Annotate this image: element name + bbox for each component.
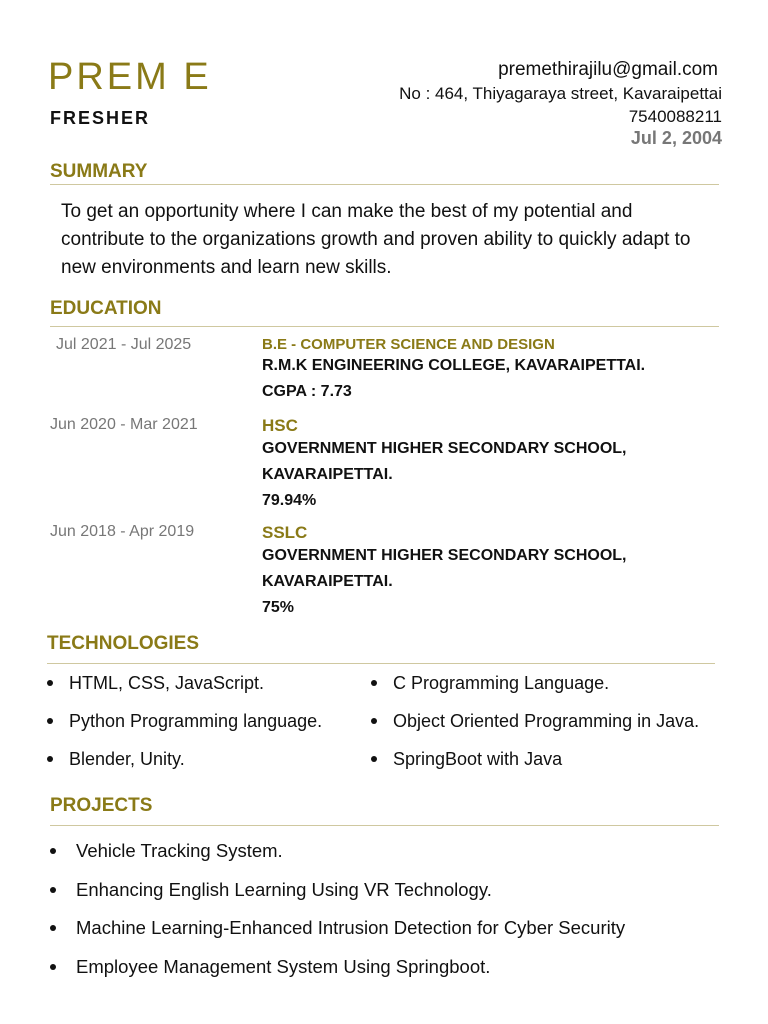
candidate-role: FRESHER bbox=[50, 108, 151, 128]
education-entry bbox=[262, 523, 626, 621]
email-text: premethirajilu@gmail.com bbox=[498, 59, 718, 80]
list-item: Object Oriented Programming in Java. bbox=[371, 702, 699, 740]
list-item: Employee Management System Using Springboot. bbox=[50, 948, 625, 987]
education-line: KAVARAIPETTAI. bbox=[262, 573, 393, 590]
summary-text: To get an opportunity where I can make the best of my potential and contribute to the organizations growth and proven ability to quickly adapt to new environments and learn new skills. bbox=[61, 201, 691, 278]
technologies-left-list bbox=[47, 664, 322, 778]
list-item: Vehicle Tracking System. bbox=[50, 832, 625, 871]
technologies-heading: TECHNOLOGIES bbox=[47, 633, 200, 654]
education-line: GOVERNMENT HIGHER SECONDARY SCHOOL, bbox=[262, 547, 627, 564]
summary-heading: SUMMARY bbox=[50, 161, 148, 182]
list-item: C Programming Language. bbox=[371, 664, 699, 702]
education-date: Jul 2021 - Jul 2025 bbox=[56, 336, 192, 353]
candidate-name: PREM E bbox=[48, 56, 212, 98]
education-line: GOVERNMENT HIGHER SECONDARY SCHOOL, bbox=[262, 440, 627, 457]
education-degree: SSLC bbox=[262, 523, 308, 542]
list-item: SpringBoot with Java bbox=[371, 740, 699, 778]
education-date: Jun 2020 - Mar 2021 bbox=[50, 416, 198, 433]
education-divider bbox=[50, 326, 719, 327]
phone-text: 7540088211 bbox=[628, 107, 722, 126]
education-line: KAVARAIPETTAI. bbox=[262, 466, 393, 483]
projects-list bbox=[50, 832, 625, 986]
dob-text: Jul 2, 2004 bbox=[630, 128, 722, 148]
education-date: Jun 2018 - Apr 2019 bbox=[50, 523, 195, 540]
contact-block bbox=[399, 58, 722, 148]
list-item: Python Programming language. bbox=[47, 702, 322, 740]
education-line: CGPA : 7.73 bbox=[262, 383, 352, 400]
education-entry bbox=[262, 336, 645, 405]
summary-divider bbox=[50, 184, 719, 185]
list-item: Enhancing English Learning Using VR Technology. bbox=[50, 871, 625, 910]
technologies-right-list bbox=[371, 664, 699, 778]
education-degree: B.E - COMPUTER SCIENCE AND DESIGN bbox=[262, 336, 555, 353]
projects-divider bbox=[50, 825, 719, 826]
projects-heading: PROJECTS bbox=[50, 795, 153, 816]
education-line: 75% bbox=[262, 599, 295, 616]
list-item: Machine Learning-Enhanced Intrusion Detection for Cyber Security bbox=[50, 909, 625, 948]
education-line: R.M.K ENGINEERING COLLEGE, KAVARAIPETTAI. bbox=[262, 357, 646, 374]
education-heading: EDUCATION bbox=[50, 298, 162, 319]
education-entry bbox=[262, 416, 626, 514]
list-item: HTML, CSS, JavaScript. bbox=[47, 664, 322, 702]
list-item: Blender, Unity. bbox=[47, 740, 322, 778]
education-degree: HSC bbox=[262, 416, 298, 435]
education-line: 79.94% bbox=[262, 492, 317, 509]
address-text: No : 464, Thiyagaraya street, Kavaraipettai bbox=[399, 84, 722, 103]
